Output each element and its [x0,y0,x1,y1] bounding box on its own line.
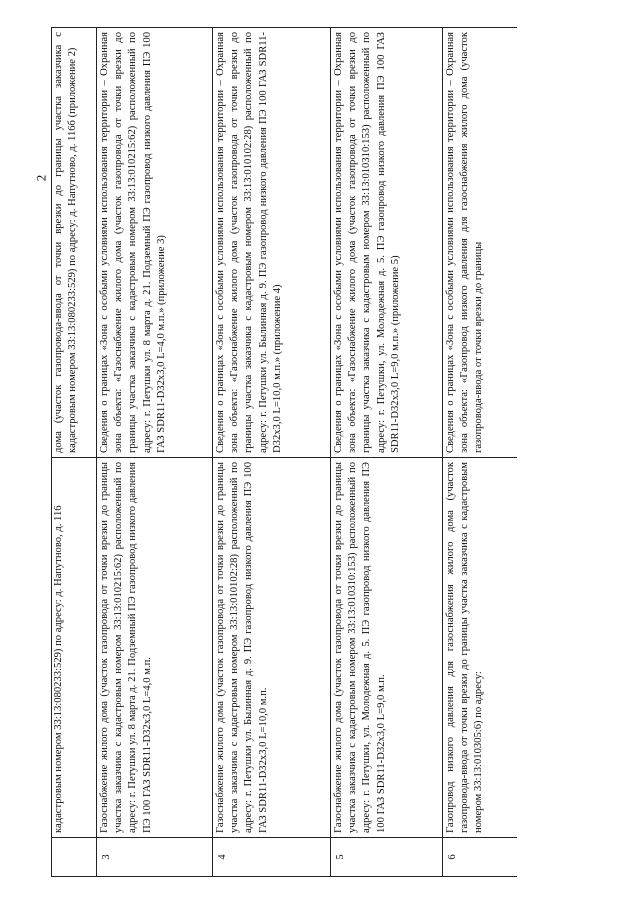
object-description: кадастровым номером 33:13:080233:529) по адресу: д. Напутново, д. 116 [52,457,96,837]
row-number: 4 [213,837,330,877]
zone-description: Сведения о границах «Зона с особыми условиями использования территории – Охранная зона объекта: «Газопровод низкого давления для газоснабжения жилого дома (участок газопровода-ввода от точки врезки до границы [443,27,517,457]
zone-description: дома (участок газопровода-ввода от точки врезки до границы участка заказчика с кадастровым номером 33:13:080233:529) по адресу: д. Напутново, д. 116б (приложение 2) [52,27,96,457]
table-row [97,27,213,877]
row-number: 3 [97,837,212,877]
object-description: Газопровод низкого давления для газоснабжения жилого дома (участок газопровода-ввода от точки врезки до границы участка заказчика с кадастровым номером 33:13:010305:6) по адресу: [443,457,517,837]
table-row [331,27,443,877]
row-number [52,837,96,877]
document-table [51,27,551,877]
page-number: 2 [33,174,49,182]
table-row [443,27,517,877]
zone-description: Сведения о границах «Зона с особыми условиями использования территории – Охранная зона объекта: «Газоснабжение жилого дома (участок газопровода от точки врезки до границы участка заказчика с кадастровым номером 33:13:010310:153) расположенный по адресу: г. Петушки, ул. Молодежная д. 5. ПЭ газопровод низкого давления ПЭ 100 ГАЗ SDR11-D32x3,0 L=9,0 м.п.» (приложение 5) [331,27,442,457]
zone-description: Сведения о границах «Зона с особыми условиями использования территории – Охранная зона объекта: «Газоснабжение жилого дома (участок газопровода от точки врезки до границы участка заказчика с кадастровым номером 33:13:010215:62) расположенный по адресу: г. Петушки ул. 8 марта д. 21. Подземный ПЭ газопровод низкого давления ПЭ 100 ГАЗ SDR11-D32x3,0 L=4,0 м.п.» (приложение 3) [97,27,212,457]
table-row [213,27,331,877]
row-number: 6 [443,837,517,877]
table-row [51,27,97,877]
row-number: 5 [331,837,442,877]
object-description: Газоснабжение жилого дома (участок газопровода от точки врезки до границы участка заказчика с кадастровым номером 33:13:010215:62) расположенный по адресу: г. Петушки ул. 8 марта д. 21. Подземный ПЭ газопровод низкого давления ПЭ 100 ГАЗ SDR11-D32x3,0 L=4,0 м.п. [97,457,212,837]
object-description: Газоснабжение жилого дома (участок газопровода от точки врезки до границы участка заказчика с кадастровым номером 33:13:010310:153) расположенный по адресу: г. Петушки, ул. Молодежная д. 5. ПЭ газопровод низкого давления ПЭ 100 ГАЗ SDR11-D32x3,0 L=9,0 м.п. [331,457,442,837]
object-description: Газоснабжение жилого дома (участок газопровода от точки врезки до границы участка заказчика с кадастровым номером 33:13:010102:28) расположенный по адресу: г. Петушки ул. Былинная д. 9. ПЭ газопровод низкого давления ПЭ 100 ГАЗ SDR11-D32x3,0 L=10,0 м.п. [213,457,330,837]
zone-description: Сведения о границах «Зона с особыми условиями использования территории – Охранная зона объекта: «Газоснабжение жилого дома (участок газопровода от точки врезки до границы участка заказчика с кадастровым номером 33:13:010102:28) расположенный по адресу: г. Петушки ул. Былинная д. 9. ПЭ газопровод низкого давления ПЭ 100 ГАЗ SDR11-D32x3,0 L=10,0 м.п.» (приложение 4) [213,27,330,457]
